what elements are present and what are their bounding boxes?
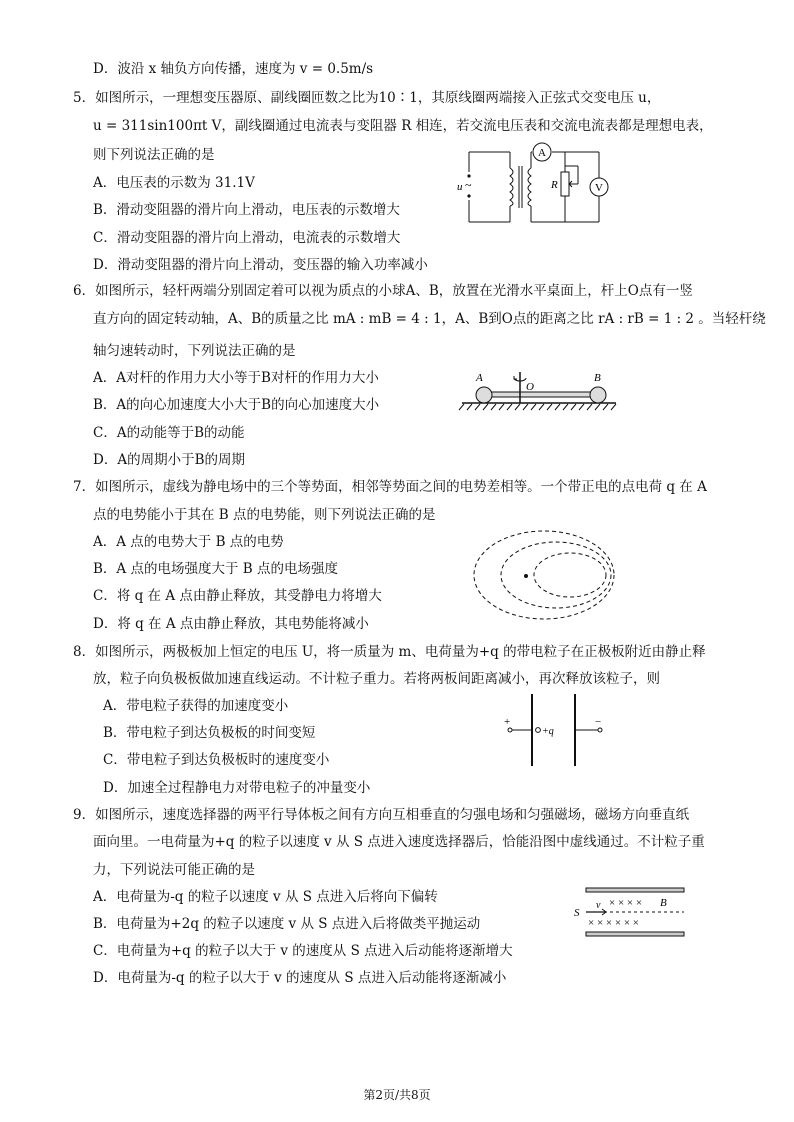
axis-o-label: O [526, 381, 534, 393]
page-footer: 第2页/共8页 [363, 1088, 431, 1102]
ball-b-label: B [594, 372, 601, 384]
entry-point-s-label: S [574, 907, 580, 919]
q7-option-a: A．A 点的电势大于 B 点的电势 [93, 534, 284, 550]
transformer-circuit-figure [455, 140, 615, 226]
q5-option-a: A．电压表的示数为 31.1V [93, 175, 255, 191]
q6-stem: 6．如图所示，轻杆两端分别固定着可以视为质点的小球A、B，放置在光滑水平桌面上，杆上O点有一竖 [73, 283, 693, 299]
rotating-rod-figure [458, 370, 620, 412]
q7-option-b: B．A 点的电场强度大于 B 点的电场强度 [93, 561, 338, 577]
positive-terminal-label: + [504, 716, 511, 728]
q6-option-a: A．A对杆的作用力大小等于B对杆的作用力大小 [93, 370, 379, 386]
resistor-label: R [551, 179, 558, 191]
voltmeter-label: V [595, 182, 603, 194]
q4-option-d: D．波沿 x 轴负方向传播，速度为 v = 0.5m/s [93, 61, 374, 77]
q5-option-b: B．滑动变阻器的滑片向上滑动，电压表的示数增大 [93, 202, 400, 218]
q5-stem: 则下列说法正确的是 [93, 147, 215, 163]
velocity-selector-figure [572, 884, 690, 940]
q8-stem: 放，粒子向负极板做加速直线运动。不计粒子重力。若将两板间距离减小，再次释放该粒子，则 [93, 671, 660, 687]
source-u-label: u [457, 181, 463, 193]
q9-option-b: B．电荷量为+2q 的粒子以速度 v 从 S 点进入后将做类平抛运动 [93, 916, 481, 932]
q5-option-c: C．滑动变阻器的滑片向上滑动，电流表的示数增大 [93, 230, 401, 246]
q8-option-d: D．加速全过程静电力对带电粒子的冲量变小 [103, 780, 371, 796]
q6-stem: 直方向的固定转动轴，A、B的质量之比 mA : mB = 4 : 1，A、B到O点的距离之比 rA : rB = 1 : 2 。当轻杆绕 [93, 311, 766, 327]
q9-stem: 力，下列说法可能正确的是 [93, 862, 255, 878]
magnetic-field-crosses: × × × × [609, 897, 643, 909]
q9-option-d: D．电荷量为-q 的粒子以大于 v 的速度从 S 点进入后动能将逐渐减小 [93, 970, 507, 986]
parallel-plates-figure [496, 690, 614, 770]
q5-option-d: D．滑动变阻器的滑片向上滑动，变压器的输入功率减小 [93, 257, 428, 273]
equipotential-surfaces-figure [470, 525, 622, 625]
q9-option-a: A．电荷量为-q 的粒子以速度 v 从 S 点进入后将向下偏转 [93, 889, 438, 905]
negative-terminal-label: − [595, 716, 602, 728]
q7-stem: 7．如图所示，虚线为静电场中的三个等势面，相邻等势面之间的电势差相等。一个带正电的点电荷 q 在 A [73, 479, 707, 495]
q6-option-b: B．A的向心加速度大小大于B的向心加速度大小 [93, 397, 380, 413]
q9-stem: 面向里。一电荷量为+q 的粒子以速度 v 从 S 点进入速度选择器后，恰能沿图中虚线通过。不计粒子重 [93, 834, 705, 850]
q6-stem: 轴匀速转动时，下列说法正确的是 [93, 343, 296, 359]
q8-stem: 8．如图所示，两极板加上恒定的电压 U，将一质量为 m、电荷量为+q 的带电粒子在正极板附近由静止释 [73, 644, 706, 660]
magnetic-field-b-label: B [660, 897, 667, 909]
q7-stem: 点的电势能小于其在 B 点的电势能，则下列说法正确的是 [93, 507, 436, 523]
charge-q-label: +q [542, 726, 554, 737]
q6-option-c: C．A的动能等于B的动能 [93, 425, 245, 441]
q5-stem: 5．如图所示，一理想变压器原、副线圈匝数之比为10∶1，其原线圈两端接入正弦式交变电压 u， [73, 90, 661, 106]
q5-stem: u = 311sin100πt V，副线圈通过电流表与变阻器 R 相连，若交流电压表和交流电流表都是理想电表， [93, 118, 713, 134]
q7-option-c: C．将 q 在 A 点由静止释放，其受静电力将增大 [93, 588, 382, 604]
q7-option-d: D．将 q 在 A 点由静止释放，其电势能将减小 [93, 616, 369, 632]
q8-option-c: C．带电粒子到达负极板时的速度变小 [103, 752, 330, 768]
q9-option-c: C．电荷量为+q 的粒子以大于 v 的速度从 S 点进入后动能将逐渐增大 [93, 943, 513, 959]
magnetic-field-crosses: × × × × × × [588, 917, 639, 929]
q8-option-a: A．带电粒子获得的加速度变小 [103, 698, 289, 714]
velocity-v-label: v [596, 900, 601, 911]
q8-option-b: B．带电粒子到达负极板的时间变短 [103, 725, 316, 741]
ac-tilde-symbol: ~ [465, 178, 472, 192]
ammeter-label: A [538, 147, 546, 159]
q9-stem: 9．如图所示，速度选择器的两平行导体板之间有方向互相垂直的匀强电场和匀强磁场，磁场方向垂直纸 [73, 807, 690, 823]
q6-option-d: D．A的周期小于B的周期 [93, 452, 245, 468]
ball-a-label: A [476, 372, 483, 384]
